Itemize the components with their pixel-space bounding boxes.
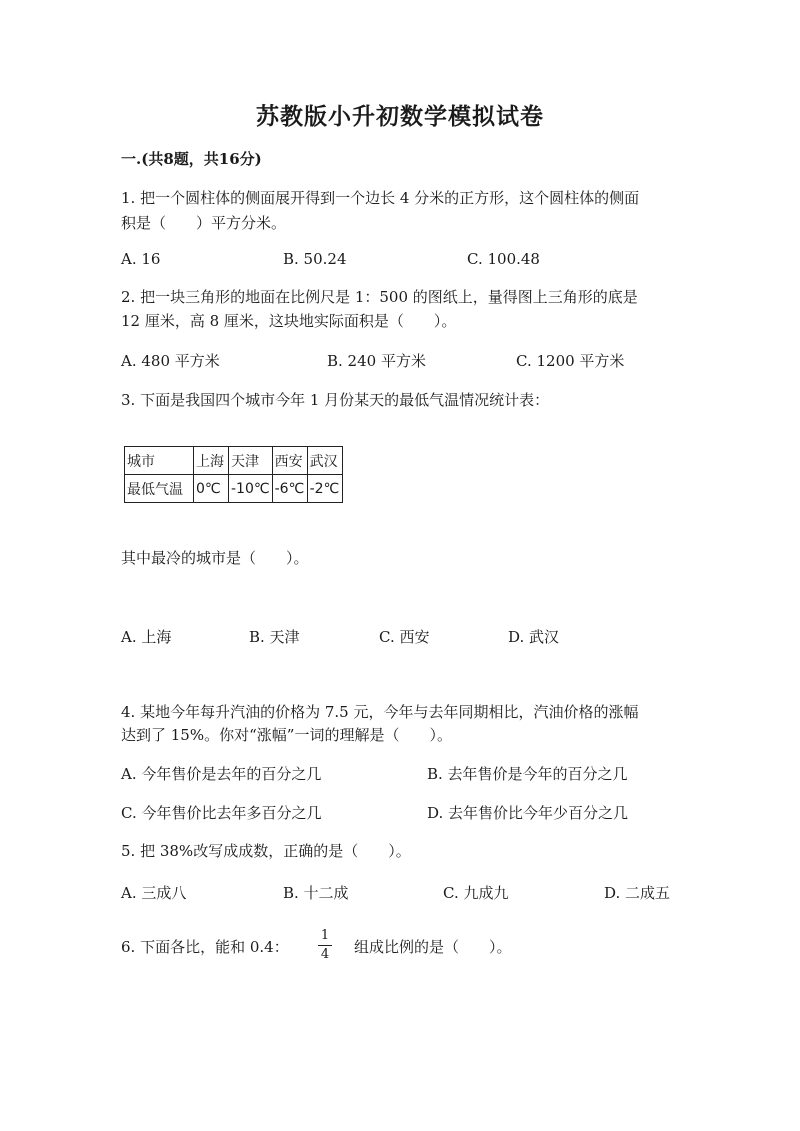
question-2-option-a: A. 480 平方米 (121, 352, 220, 370)
table-cell: -6℃ (272, 475, 307, 503)
question-2-option-c: C. 1200 平方米 (516, 352, 625, 370)
question-3-option-d: D. 武汉 (508, 628, 560, 646)
temperature-table (124, 446, 343, 503)
table-header-row (125, 447, 343, 475)
table-cell: 西安 (272, 447, 307, 475)
question-3-option-c: C. 西安 (379, 628, 430, 646)
question-2-line-2: 12 厘米，高 8 厘米，这块地实际面积是（ ）。 (121, 312, 457, 330)
fraction-one-quarter (318, 928, 332, 963)
question-3-option-b: B. 天津 (249, 628, 300, 646)
fraction-bar (318, 945, 332, 946)
fraction-denominator: 4 (320, 947, 330, 962)
question-2-line-1: 2. 把一块三角形的地面在比例尺是 1：500 的图纸上，量得图上三角形的底是 (121, 288, 638, 306)
question-1-option-a: A. 16 (121, 250, 161, 268)
section-heading: 一.(共8题，共16分) (121, 150, 262, 168)
question-4-option-a: A. 今年售价是去年的百分之几 (121, 765, 322, 783)
question-3-line-1: 3. 下面是我国四个城市今年 1 月份某天的最低气温情况统计表： (121, 391, 550, 409)
question-5-line-1: 5. 把 38%改写成成数，正确的是（ ）。 (121, 842, 411, 860)
question-3-option-a: A. 上海 (121, 628, 172, 646)
question-2-option-b: B. 240 平方米 (327, 352, 426, 370)
table-cell: 城市 (125, 447, 194, 475)
question-4-option-b: B. 去年售价是今年的百分之几 (427, 765, 628, 783)
table-row (125, 475, 343, 503)
table-cell: 0℃ (194, 475, 229, 503)
page-title: 苏教版小升初数学模拟试卷 (256, 103, 544, 130)
question-1-option-b: B. 50.24 (283, 250, 347, 268)
fraction-numerator: 1 (320, 928, 330, 943)
question-5-option-a: A. 三成八 (121, 884, 187, 902)
question-5-option-b: B. 十二成 (283, 884, 349, 902)
question-4-option-c: C. 今年售价比去年多百分之几 (121, 804, 322, 822)
question-1-line-2: 积是（ ）平方分米。 (121, 214, 287, 232)
question-6-prefix: 6. 下面各比，能和 0.4： (121, 938, 289, 956)
table-cell: -10℃ (229, 475, 273, 503)
table-cell: 上海 (194, 447, 229, 475)
table-cell: -2℃ (307, 475, 342, 503)
table-cell: 最低气温 (125, 475, 194, 503)
question-5-option-d: D. 二成五 (604, 884, 671, 902)
question-4-option-d: D. 去年售价比今年少百分之几 (427, 804, 629, 822)
table-cell: 天津 (229, 447, 273, 475)
question-6-suffix: 组成比例的是（ ）。 (354, 938, 512, 956)
question-3-prompt: 其中最冷的城市是（ ）。 (121, 549, 309, 567)
question-5-option-c: C. 九成九 (443, 884, 509, 902)
question-4-line-1: 4. 某地今年每升汽油的价格为 7.5 元，今年与去年同期相比，汽油价格的涨幅 (121, 703, 639, 721)
table-cell: 武汉 (307, 447, 342, 475)
question-1-line-1: 1. 把一个圆柱体的侧面展开得到一个边长 4 分米的正方形，这个圆柱体的侧面 (121, 189, 640, 207)
question-4-line-2: 达到了 15%。你对“涨幅”一词的理解是（ ）。 (121, 726, 452, 744)
question-1-option-c: C. 100.48 (467, 250, 540, 268)
